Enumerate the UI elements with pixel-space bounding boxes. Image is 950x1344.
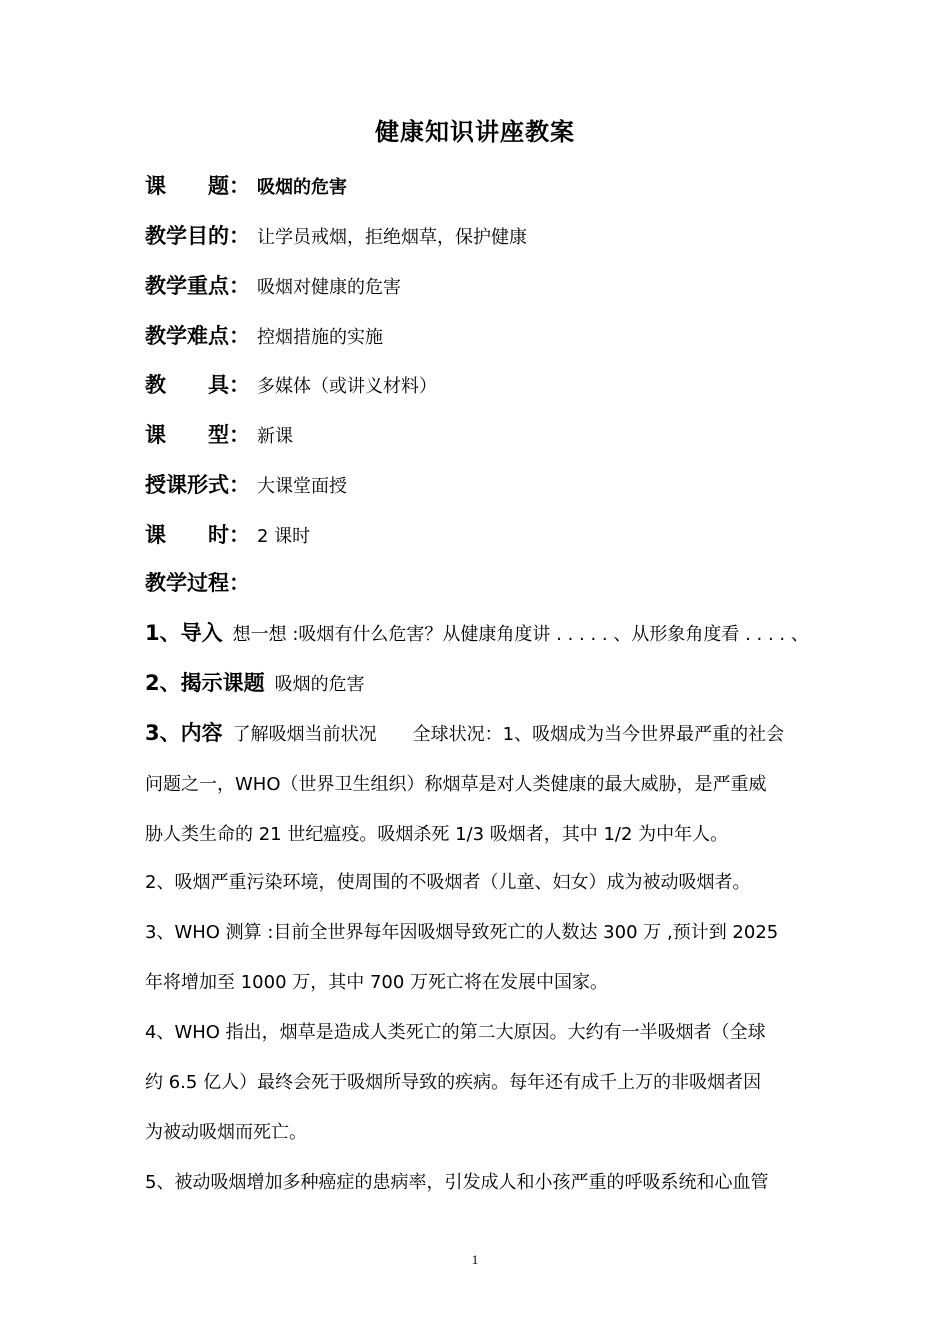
body-line: 年将增加至 1000 万，其中 700 万死亡将在发展中国家。 (145, 972, 609, 993)
body-line: 胁人类生命的 21 世纪瘟疫。吸烟杀死 1/3 吸烟者，其中 1/2 为中年人。 (145, 824, 729, 845)
field-label: 授课形式： (145, 473, 250, 497)
body-line: 2、吸烟严重污染环境，使周围的不吸烟者（儿童、妇女）成为被动吸烟者。 (145, 872, 751, 893)
field-lesson-type (145, 419, 815, 449)
field-label: 课 题： (145, 174, 250, 198)
field-duration (145, 519, 815, 549)
document-title: 健康知识讲座教案 (375, 118, 575, 146)
step-text: 了解吸烟当前状况 全球状况：1、吸烟成为当今世界最严重的社会 (232, 724, 785, 745)
field-value: 大课堂面授 (257, 476, 347, 497)
field-label: 课 型： (145, 423, 250, 447)
field-teaching-aids (145, 369, 815, 399)
field-value: 新课 (257, 426, 293, 447)
body-line: 5、被动吸烟增加多种癌症的患病率，引发成人和小孩严重的呼吸系统和心血管 (145, 1172, 769, 1193)
field-value: 多媒体（或讲义材料） (257, 376, 437, 397)
step-label: 2、揭示课题 (145, 671, 265, 695)
field-label: 教学目的： (145, 224, 250, 248)
field-key-point (145, 270, 815, 300)
field-label: 教学难点： (145, 324, 250, 348)
field-label: 教学重点： (145, 274, 250, 298)
body-line: 约 6.5 亿人）最终会死于吸烟所导致的疾病。每年还有成千上万的非吸烟者因 (145, 1072, 762, 1093)
field-objective (145, 220, 815, 250)
step-topic (145, 667, 825, 697)
page-number: 1 (471, 1252, 479, 1267)
process-heading: 教学过程： (145, 571, 250, 595)
field-topic (145, 170, 815, 200)
field-value: 吸烟的危害 (257, 177, 347, 198)
field-value: 2 课时 (257, 526, 311, 547)
step-label: 1、导入 (145, 621, 223, 645)
step-text: 想一想 :吸烟有什么危害？从健康角度讲 . . . . . 、从形象角度看 . . . . 、 (232, 624, 809, 645)
step-label: 3、内容 (145, 721, 223, 745)
body-line: 为被动吸烟而死亡。 (145, 1122, 307, 1143)
field-value: 吸烟对健康的危害 (257, 277, 401, 298)
body-line: 问题之一，WHO（世界卫生组织）称烟草是对人类健康的最大威胁，是严重威 (145, 774, 767, 795)
step-content (145, 717, 825, 747)
field-format (145, 469, 815, 499)
field-value: 让学员戒烟，拒绝烟草，保护健康 (257, 227, 527, 248)
field-difficulty (145, 320, 815, 350)
body-line: 3、WHO 测算 :目前全世界每年因吸烟导致死亡的人数达 300 万 ,预计到 2025 (145, 922, 779, 943)
field-label: 教 具： (145, 373, 250, 397)
field-label: 课 时： (145, 523, 250, 547)
body-line: 4、WHO 指出，烟草是造成人类死亡的第二大原因。大约有一半吸烟者（全球 (145, 1022, 766, 1043)
field-value: 控烟措施的实施 (257, 327, 383, 348)
step-intro (145, 617, 825, 647)
step-text: 吸烟的危害 (274, 674, 365, 695)
